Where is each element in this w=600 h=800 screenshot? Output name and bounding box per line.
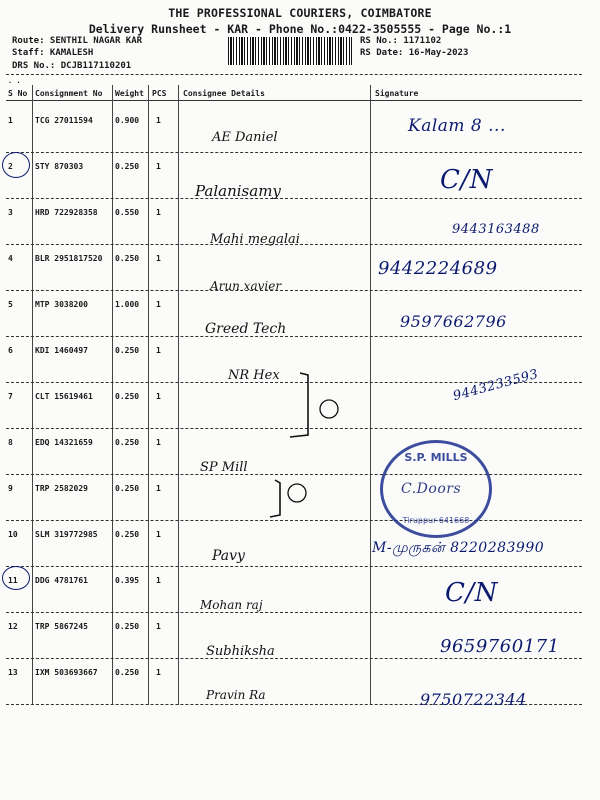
col-consignment: Consignment No	[35, 89, 103, 98]
handwritten-consignee: Pravin Ra	[206, 688, 266, 702]
handwritten-consignee: AE Daniel	[212, 130, 278, 145]
handwritten-consignee: Arun xavier	[210, 279, 282, 293]
signature: C/N	[440, 165, 493, 195]
col-sno: S No	[8, 89, 28, 98]
drs-number: DRS No.: DCJB117110201	[12, 61, 132, 71]
row-separator	[6, 290, 582, 291]
consignment-number: BLR 2951817520	[35, 254, 103, 263]
pcs-value: 1	[156, 484, 161, 493]
row-sno: 5	[8, 300, 13, 309]
row-separator	[6, 566, 582, 567]
weight-value: 1.000	[115, 300, 140, 309]
weight-value: 0.250	[115, 668, 140, 677]
weight-value: 0.250	[115, 438, 140, 447]
row-sno: 10	[8, 530, 18, 539]
row-sno: 12	[8, 622, 18, 631]
barcode	[228, 37, 352, 65]
circle-mark	[2, 152, 30, 178]
weight-value: 0.900	[115, 116, 140, 125]
sp-mills-seal	[380, 440, 492, 538]
consignment-number: TRP 5867245	[35, 622, 88, 631]
weight-value: 0.250	[115, 346, 140, 355]
signature: 9659760171	[440, 636, 560, 657]
consignment-number: TRP 2582029	[35, 484, 88, 493]
handwritten-consignee: NR Hex	[228, 368, 280, 383]
circle-mark	[2, 566, 30, 590]
consignment-number: DDG 4781761	[35, 576, 88, 585]
signature: Kalam 8 ...	[408, 116, 506, 136]
pcs-value: 1	[156, 622, 161, 631]
pcs-value: 1	[156, 392, 161, 401]
staff-label: Staff: KAMALESH	[12, 48, 94, 58]
weight-value: 0.250	[115, 254, 140, 263]
row-sno: 3	[8, 208, 13, 217]
marker-dots: . .	[8, 77, 21, 85]
signature: 9750722344	[420, 690, 527, 709]
rs-date: RS Date: 16-May-2023	[360, 48, 469, 58]
route-label: Route: SENTHIL NAGAR KAR	[12, 36, 143, 46]
signature: 9443233593	[451, 366, 541, 405]
column-header-line	[6, 100, 582, 101]
weight-value: 0.250	[115, 622, 140, 631]
row-sno: 13	[8, 668, 18, 677]
pcs-value: 1	[156, 576, 161, 585]
header-separator	[6, 74, 582, 75]
row-separator	[6, 612, 582, 613]
handwritten-consignee: Greed Tech	[205, 321, 287, 337]
handwritten-consignee: Subhiksha	[206, 644, 275, 659]
pcs-value: 1	[156, 162, 161, 171]
seal-signature: C.Doors	[401, 481, 462, 497]
pcs-value: 1	[156, 346, 161, 355]
pcs-value: 1	[156, 668, 161, 677]
consignment-number: EDQ 14321659	[35, 438, 93, 447]
weight-value: 0.250	[115, 484, 140, 493]
weight-value: 0.395	[115, 576, 140, 585]
row-separator	[6, 152, 582, 153]
handwritten-consignee: Pavy	[212, 548, 245, 564]
col-consignee: Consignee Details	[183, 89, 265, 98]
rs-number: RS No.: 1171102	[360, 36, 442, 46]
seal-name: S.P. MILLS	[404, 451, 468, 464]
row-separator	[6, 336, 582, 337]
consignment-number: CLT 15619461	[35, 392, 93, 401]
row-sno: 8	[8, 438, 13, 447]
signature: 9443163488	[452, 222, 540, 237]
pcs-value: 1	[156, 530, 161, 539]
signature: 9442224689	[378, 258, 498, 279]
handwritten-consignee: SP Mill	[200, 460, 248, 475]
signature: C/N	[445, 578, 498, 608]
consignment-number: TCG 27011594	[35, 116, 93, 125]
row-sno: 4	[8, 254, 13, 263]
row-sno: 7	[8, 392, 13, 401]
pcs-value: 1	[156, 116, 161, 125]
signature: 9597662796	[400, 312, 507, 331]
consignment-number: SLM 319772985	[35, 530, 98, 539]
consignment-number: STY 870303	[35, 162, 84, 171]
row-sno: 2	[8, 162, 13, 171]
pcs-value: 1	[156, 208, 161, 217]
weight-value: 0.250	[115, 162, 140, 171]
seal-place: Tiruppur-641668	[402, 516, 470, 525]
row-separator	[6, 658, 582, 659]
row-sno: 9	[8, 484, 13, 493]
pcs-value: 1	[156, 254, 161, 263]
consignment-number: MTP 3038200	[35, 300, 88, 309]
col-pcs: PCS	[152, 89, 167, 98]
weight-value: 0.250	[115, 530, 140, 539]
handwritten-consignee: Palanisamy	[195, 182, 281, 200]
pcs-value: 1	[156, 438, 161, 447]
runsheet-title: THE PROFESSIONAL COURIERS, COIMBATORE	[168, 6, 432, 20]
handwritten-consignee: Mohan raj	[200, 598, 263, 612]
pcs-value: 1	[156, 300, 161, 309]
col-signature: Signature	[375, 89, 419, 98]
row-sno: 1	[8, 116, 13, 125]
row-separator	[6, 198, 582, 199]
consignment-number: KDI 1460497	[35, 346, 88, 355]
consignment-number: IXM 503693667	[35, 668, 98, 677]
row-sno: 11	[8, 576, 18, 585]
bracket-scribble	[230, 365, 360, 545]
handwritten-consignee: Mahi megalai	[210, 232, 300, 247]
weight-value: 0.550	[115, 208, 140, 217]
col-weight: Weight	[115, 89, 144, 98]
weight-value: 0.250	[115, 392, 140, 401]
consignment-number: HRD 722928358	[35, 208, 98, 217]
signature: M-முருகன் 8220283990	[372, 540, 545, 556]
row-sno: 6	[8, 346, 13, 355]
runsheet-subtitle: Delivery Runsheet - KAR - Phone No.:0422-3505555 - Page No.:1	[88, 22, 512, 36]
